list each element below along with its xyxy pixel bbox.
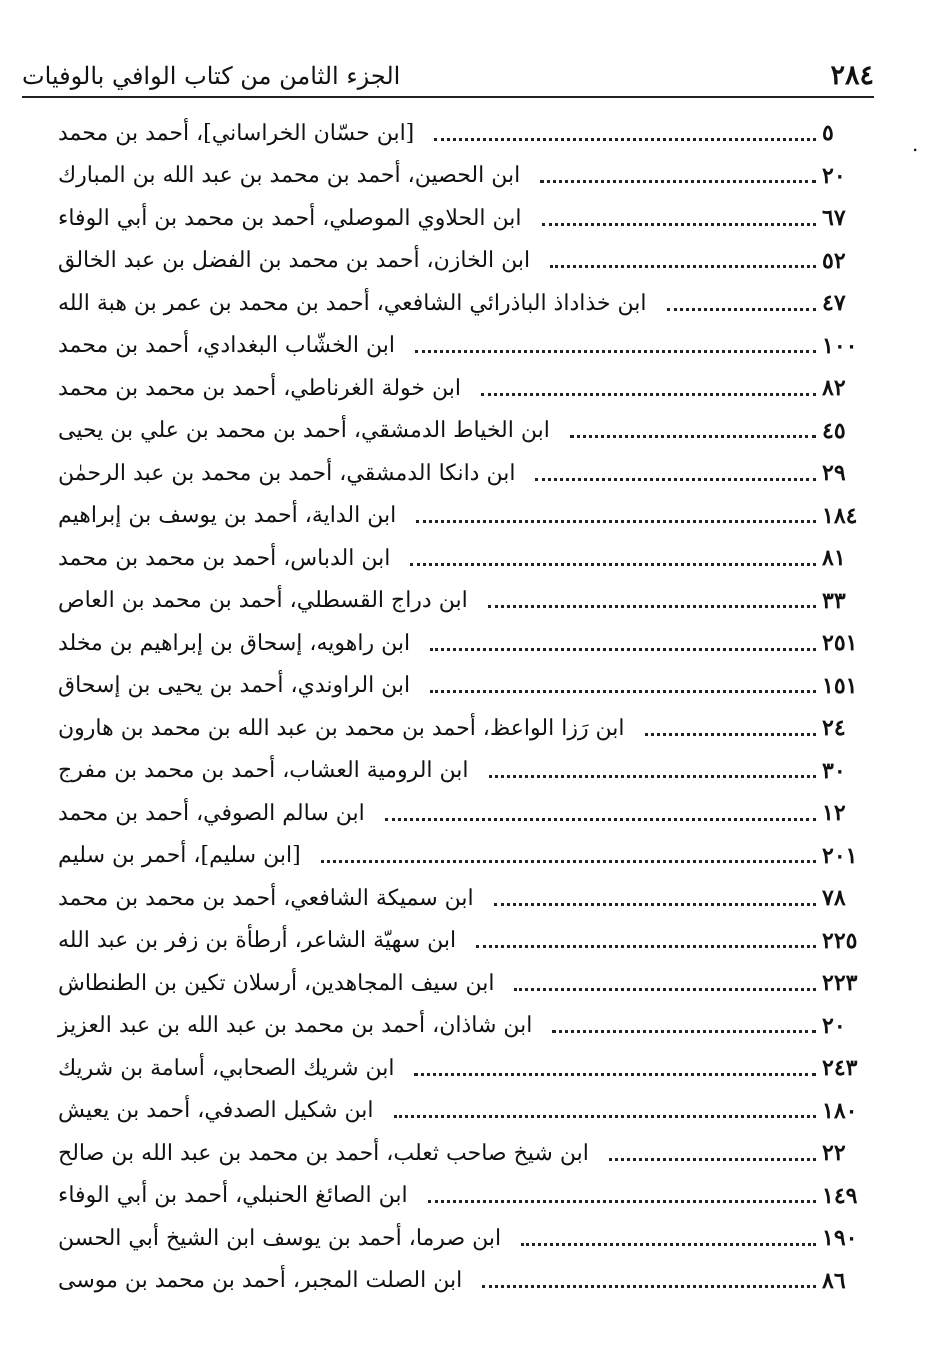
index-entry <box>50 622 874 665</box>
entry-name: ابن خولة الغرناطي، أحمد بن محمد بن محمد <box>58 375 461 401</box>
dot-leader <box>550 265 816 268</box>
entry-name: ابن صرما، أحمد بن يوسف ابن الشيخ أبي الحسن <box>58 1225 502 1251</box>
entry-name: ابن شكيل الصدفي، أحمد بن يعيش <box>58 1098 374 1124</box>
entry-page-number: ٦٧ <box>822 205 846 232</box>
entry-name: ابن شيخ صاحب ثعلب، أحمد بن محمد بن عبد الله بن صالح <box>58 1140 589 1166</box>
index-entry <box>50 1132 874 1175</box>
running-title: الجزء الثامن من كتاب الوافي بالوفيات <box>22 62 401 90</box>
dot-leader <box>394 1115 817 1118</box>
index-entry <box>50 1005 874 1048</box>
dot-leader <box>428 1200 816 1203</box>
entry-page-number: ٢٢٣ <box>822 970 858 997</box>
index-entry <box>50 197 874 240</box>
entry-page-number: ٥٢ <box>822 247 846 274</box>
entry-name: ابن رَزا الواعظ، أحمد بن محمد بن عبد الله بن محمد بن هارون <box>58 715 625 741</box>
entry-name: ابن خذاداذ الباذرائي الشافعي، أحمد بن محمد بن عمر بن هبة الله <box>58 290 647 316</box>
index-list <box>50 112 874 1302</box>
entry-name: ابن شاذان، أحمد بن محمد بن عبد الله بن عبد العزيز <box>58 1013 533 1039</box>
entry-name: ابن الداية، أحمد بن يوسف بن إبراهيم <box>58 503 397 529</box>
dot-leader <box>430 648 816 651</box>
dot-leader <box>488 605 816 608</box>
dot-leader <box>489 775 816 778</box>
entry-page-number: ٤٧ <box>822 290 846 317</box>
index-entry <box>50 1217 874 1260</box>
index-entry <box>50 1175 874 1218</box>
dot-leader <box>542 223 816 226</box>
entry-name: ابن دانكا الدمشقي، أحمد بن محمد بن عبد الرحمٰن <box>58 460 516 486</box>
index-entry <box>50 877 874 920</box>
entry-page-number: ١٨٠ <box>822 1097 858 1124</box>
index-entry <box>50 282 874 325</box>
index-entry <box>50 112 874 155</box>
entry-name: ابن الصائغ الحنبلي، أحمد بن أبي الوفاء <box>58 1183 408 1209</box>
index-entry <box>50 962 874 1005</box>
dot-leader <box>570 435 816 438</box>
dot-leader <box>481 393 816 396</box>
entry-name: ابن دراج القسطلي، أحمد بن محمد بن العاص <box>58 588 468 614</box>
entry-name: ابن الرومية العشاب، أحمد بن محمد بن مفرج <box>58 758 469 784</box>
entry-name: ابن الراوندي، أحمد بن يحيى بن إسحاق <box>58 673 411 699</box>
index-entry <box>50 1260 874 1303</box>
index-entry <box>50 1090 874 1133</box>
dot-leader <box>385 818 816 821</box>
entry-page-number: ٢٩ <box>822 460 846 487</box>
entry-page-number: ١٩٠ <box>822 1225 858 1252</box>
index-entry <box>50 325 874 368</box>
index-entry <box>50 665 874 708</box>
dot-leader <box>540 180 816 183</box>
dot-leader <box>535 478 816 481</box>
entry-page-number: ٢٢ <box>822 1140 846 1167</box>
index-entry <box>50 410 874 453</box>
entry-name: [ابن سليم]، أحمر بن سليم <box>58 843 301 869</box>
dot-leader <box>667 308 817 311</box>
index-entry <box>50 155 874 198</box>
dot-leader <box>552 1030 816 1033</box>
index-entry <box>50 792 874 835</box>
dot-leader <box>514 988 816 991</box>
entry-page-number: ٨٦ <box>822 1267 846 1294</box>
dot-leader <box>410 563 816 566</box>
index-entry <box>50 750 874 793</box>
dot-leader <box>415 350 816 353</box>
entry-name: ابن سميكة الشافعي، أحمد بن محمد بن محمد <box>58 885 474 911</box>
dot-leader <box>434 138 816 141</box>
entry-page-number: ٢٢٥ <box>822 927 858 954</box>
page-number: ٢٨٤ <box>830 60 874 91</box>
dot-leader <box>321 860 816 863</box>
entry-page-number: ٢٥١ <box>822 630 858 657</box>
dot-leader <box>645 733 816 736</box>
entry-name: ابن الخازن، أحمد بن محمد بن الفضل بن عبد الخالق <box>58 248 531 274</box>
index-entry <box>50 452 874 495</box>
entry-name: ابن سيف المجاهدين، أرسلان تكين بن الطنطاش <box>58 970 495 996</box>
entry-name: ابن الحصين، أحمد بن محمد بن عبد الله بن المبارك <box>58 163 521 189</box>
entry-page-number: ٨١ <box>822 545 846 572</box>
entry-page-number: ٨٢ <box>822 375 846 402</box>
entry-page-number: ٤٥ <box>822 417 846 444</box>
entry-name: ابن سالم الصوفي، أحمد بن محمد <box>58 800 365 826</box>
entry-page-number: ٢٠ <box>822 1012 846 1039</box>
index-entry <box>50 367 874 410</box>
dot-leader <box>494 903 816 906</box>
entry-name: ابن الحلاوي الموصلي، أحمد بن محمد بن أبي الوفاء <box>58 205 522 231</box>
entry-page-number: ٧٨ <box>822 885 846 912</box>
entry-page-number: ٣٠ <box>822 757 846 784</box>
dot-leader <box>521 1243 816 1246</box>
entry-page-number: ١٥١ <box>822 672 858 699</box>
entry-name: ابن سهيّة الشاعر، أرطأة بن زفر بن عبد الله <box>58 928 457 954</box>
entry-page-number: ٢٠١ <box>822 842 858 869</box>
entry-name: ابن شريك الصحابي، أسامة بن شريك <box>58 1055 395 1081</box>
entry-page-number: ١٢ <box>822 800 846 827</box>
index-entry <box>50 537 874 580</box>
entry-name: ابن الصلت المجبر، أحمد بن محمد بن موسى <box>58 1268 463 1294</box>
dot-leader <box>430 690 816 693</box>
index-entry <box>50 920 874 963</box>
index-entry <box>50 495 874 538</box>
entry-page-number: ٣٣ <box>822 587 846 614</box>
entry-name: ابن الخشّاب البغدادي، أحمد بن محمد <box>58 333 395 359</box>
dot-leader <box>482 1285 816 1288</box>
entry-name: ابن راهويه، إسحاق بن إبراهيم بن مخلد <box>58 630 411 656</box>
index-entry <box>50 1047 874 1090</box>
entry-page-number: ٥ <box>822 120 834 147</box>
entry-page-number: ١٤٩ <box>822 1182 858 1209</box>
index-entry <box>50 835 874 878</box>
entry-name: [ابن حسّان الخراساني]، أحمد بن محمد <box>58 120 415 146</box>
entry-page-number: ٢٠ <box>822 162 846 189</box>
entry-page-number: ٢٤ <box>822 715 846 742</box>
index-entry <box>50 240 874 283</box>
entry-page-number: ١٨٤ <box>822 502 858 529</box>
margin-mark: . <box>912 132 919 156</box>
page-header <box>22 50 874 98</box>
entry-page-number: ٢٤٣ <box>822 1055 858 1082</box>
dot-leader <box>476 945 816 948</box>
index-entry <box>50 707 874 750</box>
dot-leader <box>609 1158 816 1161</box>
entry-name: ابن الخياط الدمشقي، أحمد بن محمد بن علي بن يحيى <box>58 418 550 444</box>
dot-leader <box>414 1073 816 1076</box>
dot-leader <box>416 520 816 523</box>
index-entry <box>50 580 874 623</box>
entry-name: ابن الدباس، أحمد بن محمد بن محمد <box>58 545 391 571</box>
entry-page-number: ١٠٠ <box>822 332 858 359</box>
